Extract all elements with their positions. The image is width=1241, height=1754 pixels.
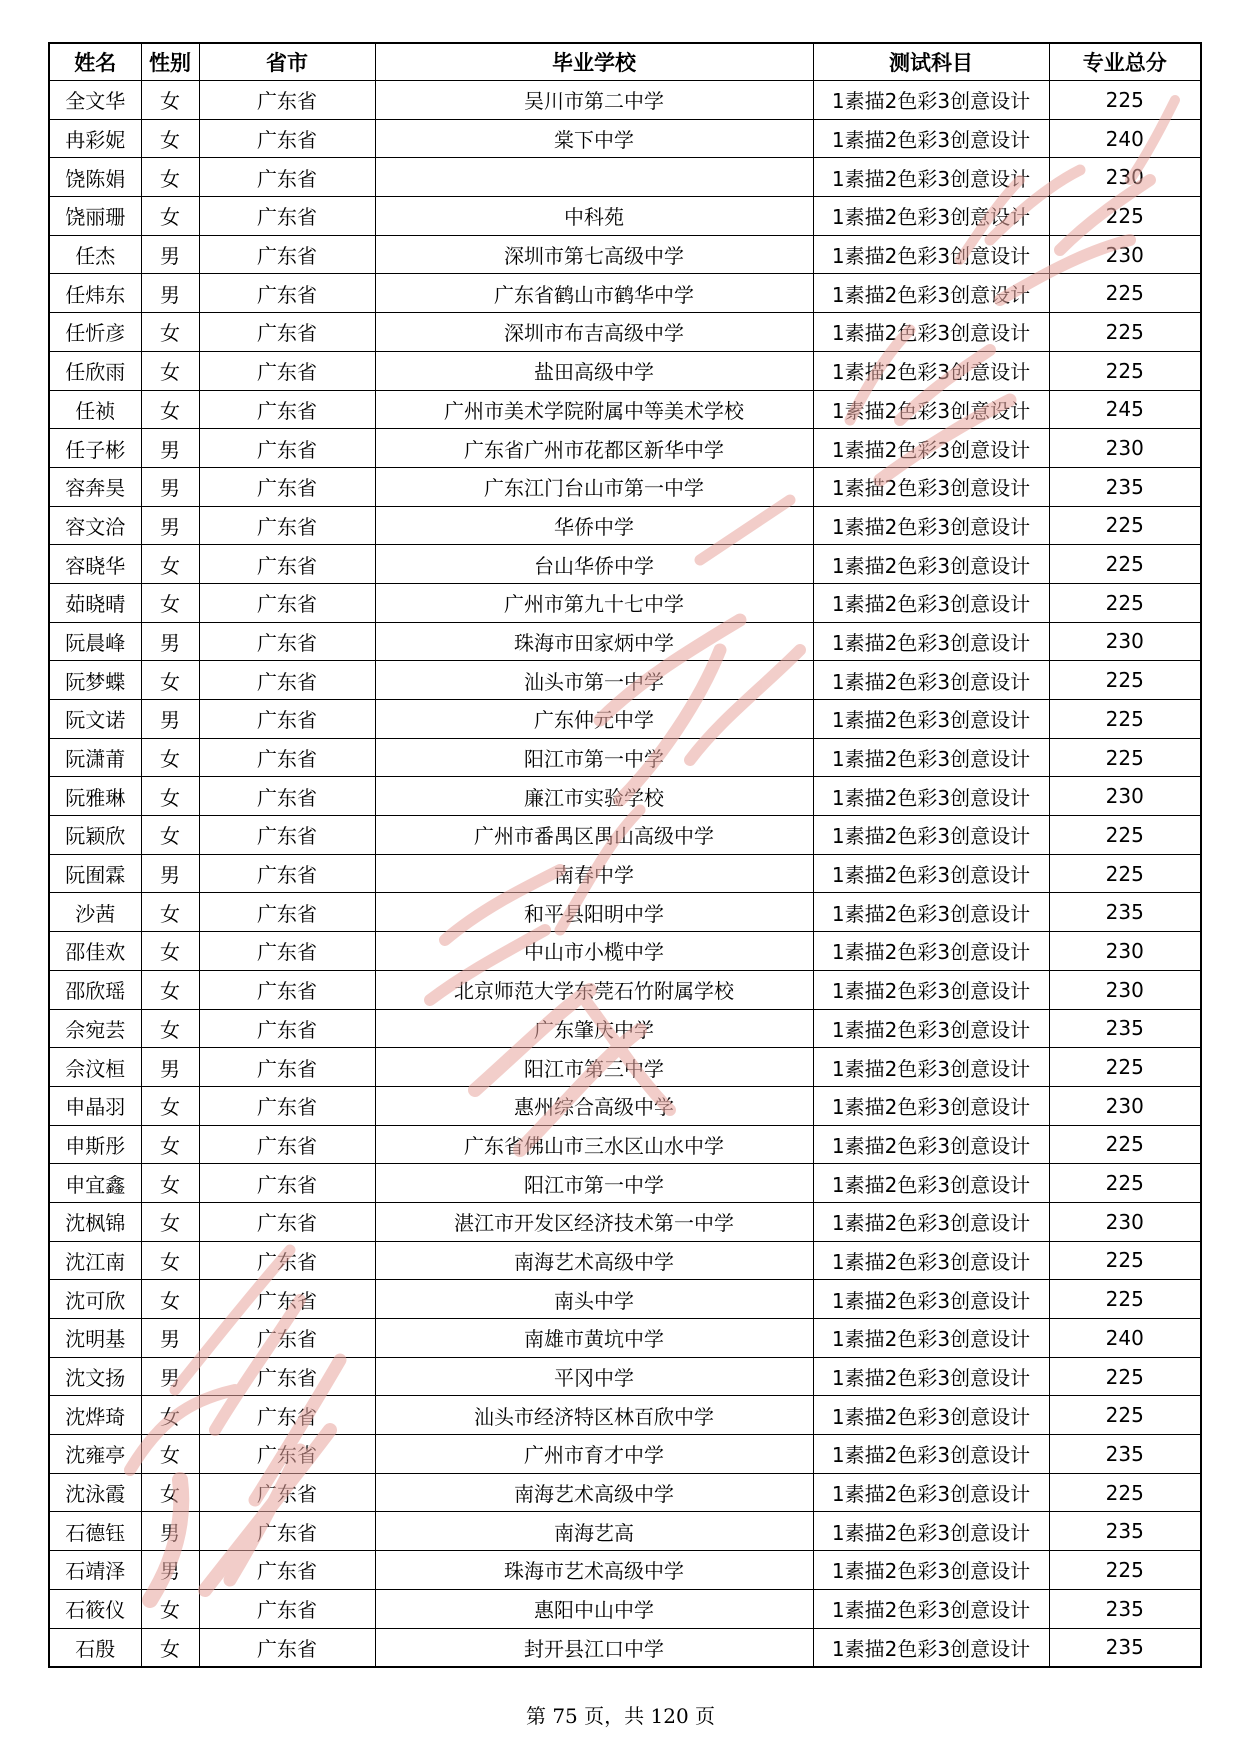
cell-province: 广东省 bbox=[199, 506, 375, 545]
cell-subject: 1素描2色彩3创意设计 bbox=[813, 816, 1049, 855]
cell-gender: 女 bbox=[141, 1164, 199, 1203]
cell-school: 南海艺高 bbox=[375, 1512, 813, 1551]
cell-school: 南海艺术高级中学 bbox=[375, 1241, 813, 1280]
cell-province: 广东省 bbox=[199, 700, 375, 739]
cell-school: 广州市美术学院附属中等美术学校 bbox=[375, 390, 813, 429]
cell-name: 沙茜 bbox=[49, 893, 141, 932]
cell-subject: 1素描2色彩3创意设计 bbox=[813, 197, 1049, 236]
cell-gender: 女 bbox=[141, 158, 199, 197]
table-row bbox=[49, 932, 1201, 971]
cell-gender: 男 bbox=[141, 506, 199, 545]
cell-name: 冉彩妮 bbox=[49, 119, 141, 158]
cell-name: 沈可欣 bbox=[49, 1280, 141, 1319]
cell-school: 深圳市布吉高级中学 bbox=[375, 313, 813, 352]
cell-gender: 女 bbox=[141, 81, 199, 120]
cell-name: 沈文扬 bbox=[49, 1357, 141, 1396]
table-row bbox=[49, 1280, 1201, 1319]
cell-school: 广东肇庆中学 bbox=[375, 1009, 813, 1048]
cell-school: 阳江市第一中学 bbox=[375, 1164, 813, 1203]
cell-school: 深圳市第七高级中学 bbox=[375, 235, 813, 274]
table-row bbox=[49, 351, 1201, 390]
cell-subject: 1素描2色彩3创意设计 bbox=[813, 545, 1049, 584]
cell-name: 邵佳欢 bbox=[49, 932, 141, 971]
table-row bbox=[49, 816, 1201, 855]
cell-name: 任欣雨 bbox=[49, 351, 141, 390]
cell-province: 广东省 bbox=[199, 1435, 375, 1474]
cell-subject: 1素描2色彩3创意设计 bbox=[813, 1473, 1049, 1512]
cell-subject: 1素描2色彩3创意设计 bbox=[813, 583, 1049, 622]
cell-score: 230 bbox=[1049, 970, 1201, 1009]
cell-score: 235 bbox=[1049, 893, 1201, 932]
table-row bbox=[49, 893, 1201, 932]
cell-name: 石殷 bbox=[49, 1628, 141, 1667]
cell-subject: 1素描2色彩3创意设计 bbox=[813, 1551, 1049, 1590]
cell-score: 230 bbox=[1049, 622, 1201, 661]
cell-name: 邵欣瑶 bbox=[49, 970, 141, 1009]
cell-school: 封开县江口中学 bbox=[375, 1628, 813, 1667]
cell-province: 广东省 bbox=[199, 1319, 375, 1358]
column-header-name: 姓名 bbox=[49, 43, 141, 81]
cell-score: 235 bbox=[1049, 1009, 1201, 1048]
cell-gender: 女 bbox=[141, 1396, 199, 1435]
cell-province: 广东省 bbox=[199, 119, 375, 158]
cell-school: 广东省佛山市三水区山水中学 bbox=[375, 1125, 813, 1164]
cell-gender: 女 bbox=[141, 119, 199, 158]
cell-name: 任祯 bbox=[49, 390, 141, 429]
cell-score: 225 bbox=[1049, 313, 1201, 352]
cell-subject: 1素描2色彩3创意设计 bbox=[813, 1319, 1049, 1358]
cell-name: 阮囿霖 bbox=[49, 854, 141, 893]
cell-score: 225 bbox=[1049, 661, 1201, 700]
cell-score: 230 bbox=[1049, 429, 1201, 468]
cell-subject: 1素描2色彩3创意设计 bbox=[813, 1048, 1049, 1087]
cell-province: 广东省 bbox=[199, 351, 375, 390]
cell-school: 珠海市艺术高级中学 bbox=[375, 1551, 813, 1590]
cell-name: 石德钰 bbox=[49, 1512, 141, 1551]
cell-subject: 1素描2色彩3创意设计 bbox=[813, 932, 1049, 971]
cell-name: 容奔昊 bbox=[49, 467, 141, 506]
cell-school: 中科苑 bbox=[375, 197, 813, 236]
cell-province: 广东省 bbox=[199, 738, 375, 777]
table-row bbox=[49, 1202, 1201, 1241]
cell-province: 广东省 bbox=[199, 1048, 375, 1087]
table-row bbox=[49, 1396, 1201, 1435]
cell-subject: 1素描2色彩3创意设计 bbox=[813, 1357, 1049, 1396]
cell-gender: 女 bbox=[141, 1435, 199, 1474]
table-row bbox=[49, 622, 1201, 661]
cell-name: 饶陈娟 bbox=[49, 158, 141, 197]
cell-school: 盐田高级中学 bbox=[375, 351, 813, 390]
cell-school: 平冈中学 bbox=[375, 1357, 813, 1396]
cell-score: 235 bbox=[1049, 1435, 1201, 1474]
cell-school: 广东江门台山市第一中学 bbox=[375, 467, 813, 506]
cell-name: 容文洽 bbox=[49, 506, 141, 545]
cell-gender: 女 bbox=[141, 1589, 199, 1628]
cell-name: 石筱仪 bbox=[49, 1589, 141, 1628]
table-row bbox=[49, 738, 1201, 777]
cell-score: 235 bbox=[1049, 1628, 1201, 1667]
cell-score: 235 bbox=[1049, 467, 1201, 506]
cell-province: 广东省 bbox=[199, 1241, 375, 1280]
table-row bbox=[49, 1357, 1201, 1396]
cell-province: 广东省 bbox=[199, 816, 375, 855]
cell-school: 珠海市田家炳中学 bbox=[375, 622, 813, 661]
cell-gender: 男 bbox=[141, 235, 199, 274]
cell-province: 广东省 bbox=[199, 1589, 375, 1628]
table-row bbox=[49, 777, 1201, 816]
table-row bbox=[49, 390, 1201, 429]
cell-province: 广东省 bbox=[199, 1628, 375, 1667]
cell-subject: 1素描2色彩3创意设计 bbox=[813, 81, 1049, 120]
table-row bbox=[49, 583, 1201, 622]
table-row bbox=[49, 1164, 1201, 1203]
results-table bbox=[48, 42, 1202, 1668]
cell-gender: 男 bbox=[141, 274, 199, 313]
column-header-subject: 测试科目 bbox=[813, 43, 1049, 81]
cell-gender: 女 bbox=[141, 970, 199, 1009]
cell-province: 广东省 bbox=[199, 274, 375, 313]
cell-subject: 1素描2色彩3创意设计 bbox=[813, 1628, 1049, 1667]
cell-school bbox=[375, 158, 813, 197]
cell-score: 225 bbox=[1049, 81, 1201, 120]
cell-school: 阳江市第三中学 bbox=[375, 1048, 813, 1087]
cell-province: 广东省 bbox=[199, 661, 375, 700]
cell-score: 225 bbox=[1049, 583, 1201, 622]
table-row bbox=[49, 1086, 1201, 1125]
cell-gender: 女 bbox=[141, 816, 199, 855]
cell-subject: 1素描2色彩3创意设计 bbox=[813, 313, 1049, 352]
cell-subject: 1素描2色彩3创意设计 bbox=[813, 158, 1049, 197]
cell-score: 240 bbox=[1049, 1319, 1201, 1358]
cell-subject: 1素描2色彩3创意设计 bbox=[813, 351, 1049, 390]
cell-gender: 男 bbox=[141, 1319, 199, 1358]
cell-name: 全文华 bbox=[49, 81, 141, 120]
table-row bbox=[49, 661, 1201, 700]
cell-score: 225 bbox=[1049, 738, 1201, 777]
cell-gender: 女 bbox=[141, 313, 199, 352]
cell-subject: 1素描2色彩3创意设计 bbox=[813, 467, 1049, 506]
table-row bbox=[49, 1512, 1201, 1551]
cell-school: 广东仲元中学 bbox=[375, 700, 813, 739]
cell-gender: 女 bbox=[141, 932, 199, 971]
cell-score: 235 bbox=[1049, 1512, 1201, 1551]
table-row bbox=[49, 1473, 1201, 1512]
cell-score: 230 bbox=[1049, 1086, 1201, 1125]
cell-province: 广东省 bbox=[199, 893, 375, 932]
cell-gender: 女 bbox=[141, 1086, 199, 1125]
cell-subject: 1素描2色彩3创意设计 bbox=[813, 1435, 1049, 1474]
table-row bbox=[49, 545, 1201, 584]
cell-school: 广东省鹤山市鹤华中学 bbox=[375, 274, 813, 313]
cell-score: 225 bbox=[1049, 545, 1201, 584]
table-row bbox=[49, 1551, 1201, 1590]
cell-name: 沈明基 bbox=[49, 1319, 141, 1358]
cell-score: 225 bbox=[1049, 1125, 1201, 1164]
cell-school: 南雄市黄坑中学 bbox=[375, 1319, 813, 1358]
cell-name: 阮晨峰 bbox=[49, 622, 141, 661]
cell-gender: 女 bbox=[141, 1628, 199, 1667]
table-row bbox=[49, 506, 1201, 545]
page-footer: 第 75 页，共 120 页 bbox=[525, 1704, 716, 1728]
cell-school: 广东省广州市花都区新华中学 bbox=[375, 429, 813, 468]
cell-gender: 男 bbox=[141, 1048, 199, 1087]
cell-score: 225 bbox=[1049, 1241, 1201, 1280]
table-header bbox=[49, 43, 1201, 81]
cell-province: 广东省 bbox=[199, 1396, 375, 1435]
cell-score: 225 bbox=[1049, 506, 1201, 545]
cell-province: 广东省 bbox=[199, 1551, 375, 1590]
cell-name: 阮潇莆 bbox=[49, 738, 141, 777]
cell-school: 惠州综合高级中学 bbox=[375, 1086, 813, 1125]
cell-province: 广东省 bbox=[199, 390, 375, 429]
cell-name: 佘宛芸 bbox=[49, 1009, 141, 1048]
table-row bbox=[49, 1125, 1201, 1164]
cell-gender: 女 bbox=[141, 1202, 199, 1241]
cell-school: 广州市第九十七中学 bbox=[375, 583, 813, 622]
cell-school: 南头中学 bbox=[375, 1280, 813, 1319]
table-row bbox=[49, 467, 1201, 506]
cell-score: 230 bbox=[1049, 158, 1201, 197]
cell-score: 230 bbox=[1049, 932, 1201, 971]
cell-score: 235 bbox=[1049, 1589, 1201, 1628]
table-row bbox=[49, 700, 1201, 739]
cell-name: 沈枫锦 bbox=[49, 1202, 141, 1241]
cell-score: 225 bbox=[1049, 1551, 1201, 1590]
table-row bbox=[49, 274, 1201, 313]
cell-school: 北京师范大学东莞石竹附属学校 bbox=[375, 970, 813, 1009]
cell-subject: 1素描2色彩3创意设计 bbox=[813, 970, 1049, 1009]
cell-subject: 1素描2色彩3创意设计 bbox=[813, 777, 1049, 816]
cell-province: 广东省 bbox=[199, 1125, 375, 1164]
cell-score: 230 bbox=[1049, 777, 1201, 816]
cell-gender: 男 bbox=[141, 1357, 199, 1396]
cell-subject: 1素描2色彩3创意设计 bbox=[813, 390, 1049, 429]
cell-name: 阮梦蝶 bbox=[49, 661, 141, 700]
cell-subject: 1素描2色彩3创意设计 bbox=[813, 1125, 1049, 1164]
cell-school: 廉江市实验学校 bbox=[375, 777, 813, 816]
cell-province: 广东省 bbox=[199, 1202, 375, 1241]
cell-gender: 女 bbox=[141, 1125, 199, 1164]
column-header-gender: 性别 bbox=[141, 43, 199, 81]
cell-gender: 女 bbox=[141, 390, 199, 429]
cell-name: 沈江南 bbox=[49, 1241, 141, 1280]
cell-gender: 男 bbox=[141, 700, 199, 739]
table-row bbox=[49, 1628, 1201, 1667]
header-row bbox=[49, 43, 1201, 81]
cell-gender: 女 bbox=[141, 545, 199, 584]
cell-province: 广东省 bbox=[199, 429, 375, 468]
cell-gender: 男 bbox=[141, 1512, 199, 1551]
table-row bbox=[49, 81, 1201, 120]
table-row bbox=[49, 313, 1201, 352]
cell-gender: 男 bbox=[141, 429, 199, 468]
cell-gender: 女 bbox=[141, 738, 199, 777]
cell-name: 任子彬 bbox=[49, 429, 141, 468]
cell-subject: 1素描2色彩3创意设计 bbox=[813, 1589, 1049, 1628]
cell-gender: 女 bbox=[141, 1009, 199, 1048]
cell-school: 吴川市第二中学 bbox=[375, 81, 813, 120]
cell-province: 广东省 bbox=[199, 1086, 375, 1125]
table-body bbox=[49, 81, 1201, 1668]
cell-gender: 女 bbox=[141, 893, 199, 932]
cell-name: 阮文诺 bbox=[49, 700, 141, 739]
cell-name: 石靖泽 bbox=[49, 1551, 141, 1590]
cell-school: 湛江市开发区经济技术第一中学 bbox=[375, 1202, 813, 1241]
cell-name: 任炜东 bbox=[49, 274, 141, 313]
cell-subject: 1素描2色彩3创意设计 bbox=[813, 1241, 1049, 1280]
cell-province: 广东省 bbox=[199, 1280, 375, 1319]
cell-name: 沈烨琦 bbox=[49, 1396, 141, 1435]
cell-province: 广东省 bbox=[199, 467, 375, 506]
cell-subject: 1素描2色彩3创意设计 bbox=[813, 1164, 1049, 1203]
cell-subject: 1素描2色彩3创意设计 bbox=[813, 893, 1049, 932]
cell-name: 任杰 bbox=[49, 235, 141, 274]
cell-province: 广东省 bbox=[199, 932, 375, 971]
cell-gender: 男 bbox=[141, 622, 199, 661]
cell-subject: 1素描2色彩3创意设计 bbox=[813, 1396, 1049, 1435]
cell-province: 广东省 bbox=[199, 313, 375, 352]
cell-name: 阮颖欣 bbox=[49, 816, 141, 855]
table-row bbox=[49, 1048, 1201, 1087]
table-row bbox=[49, 1435, 1201, 1474]
cell-gender: 女 bbox=[141, 1241, 199, 1280]
cell-name: 申晶羽 bbox=[49, 1086, 141, 1125]
cell-province: 广东省 bbox=[199, 545, 375, 584]
cell-subject: 1素描2色彩3创意设计 bbox=[813, 119, 1049, 158]
cell-province: 广东省 bbox=[199, 583, 375, 622]
cell-name: 阮雅琳 bbox=[49, 777, 141, 816]
cell-gender: 男 bbox=[141, 1551, 199, 1590]
cell-province: 广东省 bbox=[199, 197, 375, 236]
table-row bbox=[49, 1589, 1201, 1628]
cell-name: 饶丽珊 bbox=[49, 197, 141, 236]
cell-score: 225 bbox=[1049, 1048, 1201, 1087]
cell-province: 广东省 bbox=[199, 1512, 375, 1551]
column-header-province: 省市 bbox=[199, 43, 375, 81]
cell-subject: 1素描2色彩3创意设计 bbox=[813, 738, 1049, 777]
cell-name: 茹晓晴 bbox=[49, 583, 141, 622]
column-header-school: 毕业学校 bbox=[375, 43, 813, 81]
cell-school: 南海艺术高级中学 bbox=[375, 1473, 813, 1512]
cell-school: 阳江市第一中学 bbox=[375, 738, 813, 777]
cell-province: 广东省 bbox=[199, 235, 375, 274]
cell-subject: 1素描2色彩3创意设计 bbox=[813, 700, 1049, 739]
table-row bbox=[49, 119, 1201, 158]
table-row bbox=[49, 429, 1201, 468]
cell-name: 申宜鑫 bbox=[49, 1164, 141, 1203]
cell-school: 华侨中学 bbox=[375, 506, 813, 545]
cell-subject: 1素描2色彩3创意设计 bbox=[813, 661, 1049, 700]
cell-gender: 女 bbox=[141, 197, 199, 236]
cell-subject: 1素描2色彩3创意设计 bbox=[813, 274, 1049, 313]
cell-score: 225 bbox=[1049, 1396, 1201, 1435]
cell-subject: 1素描2色彩3创意设计 bbox=[813, 1009, 1049, 1048]
cell-score: 230 bbox=[1049, 1202, 1201, 1241]
cell-gender: 男 bbox=[141, 467, 199, 506]
cell-gender: 女 bbox=[141, 661, 199, 700]
cell-subject: 1素描2色彩3创意设计 bbox=[813, 429, 1049, 468]
cell-score: 225 bbox=[1049, 700, 1201, 739]
cell-province: 广东省 bbox=[199, 970, 375, 1009]
cell-school: 和平县阳明中学 bbox=[375, 893, 813, 932]
cell-gender: 女 bbox=[141, 583, 199, 622]
cell-name: 佘汶桓 bbox=[49, 1048, 141, 1087]
cell-gender: 女 bbox=[141, 777, 199, 816]
cell-score: 225 bbox=[1049, 854, 1201, 893]
cell-name: 沈雍亭 bbox=[49, 1435, 141, 1474]
table-row bbox=[49, 1009, 1201, 1048]
table-row bbox=[49, 158, 1201, 197]
cell-subject: 1素描2色彩3创意设计 bbox=[813, 1280, 1049, 1319]
cell-score: 225 bbox=[1049, 197, 1201, 236]
cell-subject: 1素描2色彩3创意设计 bbox=[813, 854, 1049, 893]
cell-school: 棠下中学 bbox=[375, 119, 813, 158]
cell-score: 225 bbox=[1049, 274, 1201, 313]
cell-province: 广东省 bbox=[199, 1164, 375, 1203]
cell-school: 汕头市第一中学 bbox=[375, 661, 813, 700]
cell-province: 广东省 bbox=[199, 81, 375, 120]
cell-subject: 1素描2色彩3创意设计 bbox=[813, 1512, 1049, 1551]
cell-gender: 女 bbox=[141, 1473, 199, 1512]
cell-name: 沈泳霞 bbox=[49, 1473, 141, 1512]
cell-name: 申斯彤 bbox=[49, 1125, 141, 1164]
cell-gender: 女 bbox=[141, 1280, 199, 1319]
cell-school: 南春中学 bbox=[375, 854, 813, 893]
column-header-score: 专业总分 bbox=[1049, 43, 1201, 81]
cell-name: 容晓华 bbox=[49, 545, 141, 584]
cell-province: 广东省 bbox=[199, 158, 375, 197]
cell-province: 广东省 bbox=[199, 1009, 375, 1048]
cell-school: 中山市小榄中学 bbox=[375, 932, 813, 971]
cell-school: 台山华侨中学 bbox=[375, 545, 813, 584]
cell-score: 225 bbox=[1049, 816, 1201, 855]
cell-score: 225 bbox=[1049, 1164, 1201, 1203]
table-row bbox=[49, 197, 1201, 236]
cell-province: 广东省 bbox=[199, 1473, 375, 1512]
cell-score: 225 bbox=[1049, 1357, 1201, 1396]
cell-score: 245 bbox=[1049, 390, 1201, 429]
table-row bbox=[49, 1319, 1201, 1358]
table-row bbox=[49, 854, 1201, 893]
cell-subject: 1素描2色彩3创意设计 bbox=[813, 506, 1049, 545]
table-row bbox=[49, 235, 1201, 274]
cell-gender: 女 bbox=[141, 351, 199, 390]
cell-school: 广州市育才中学 bbox=[375, 1435, 813, 1474]
cell-score: 225 bbox=[1049, 351, 1201, 390]
cell-subject: 1素描2色彩3创意设计 bbox=[813, 622, 1049, 661]
cell-score: 240 bbox=[1049, 119, 1201, 158]
cell-subject: 1素描2色彩3创意设计 bbox=[813, 1202, 1049, 1241]
cell-province: 广东省 bbox=[199, 854, 375, 893]
table-row bbox=[49, 970, 1201, 1009]
cell-province: 广东省 bbox=[199, 622, 375, 661]
cell-school: 汕头市经济特区林百欣中学 bbox=[375, 1396, 813, 1435]
cell-score: 230 bbox=[1049, 235, 1201, 274]
cell-province: 广东省 bbox=[199, 1357, 375, 1396]
cell-score: 225 bbox=[1049, 1473, 1201, 1512]
cell-gender: 男 bbox=[141, 854, 199, 893]
cell-subject: 1素描2色彩3创意设计 bbox=[813, 1086, 1049, 1125]
cell-subject: 1素描2色彩3创意设计 bbox=[813, 235, 1049, 274]
cell-school: 惠阳中山中学 bbox=[375, 1589, 813, 1628]
cell-school: 广州市番禺区禺山高级中学 bbox=[375, 816, 813, 855]
cell-name: 任忻彦 bbox=[49, 313, 141, 352]
cell-score: 225 bbox=[1049, 1280, 1201, 1319]
table-row bbox=[49, 1241, 1201, 1280]
cell-province: 广东省 bbox=[199, 777, 375, 816]
